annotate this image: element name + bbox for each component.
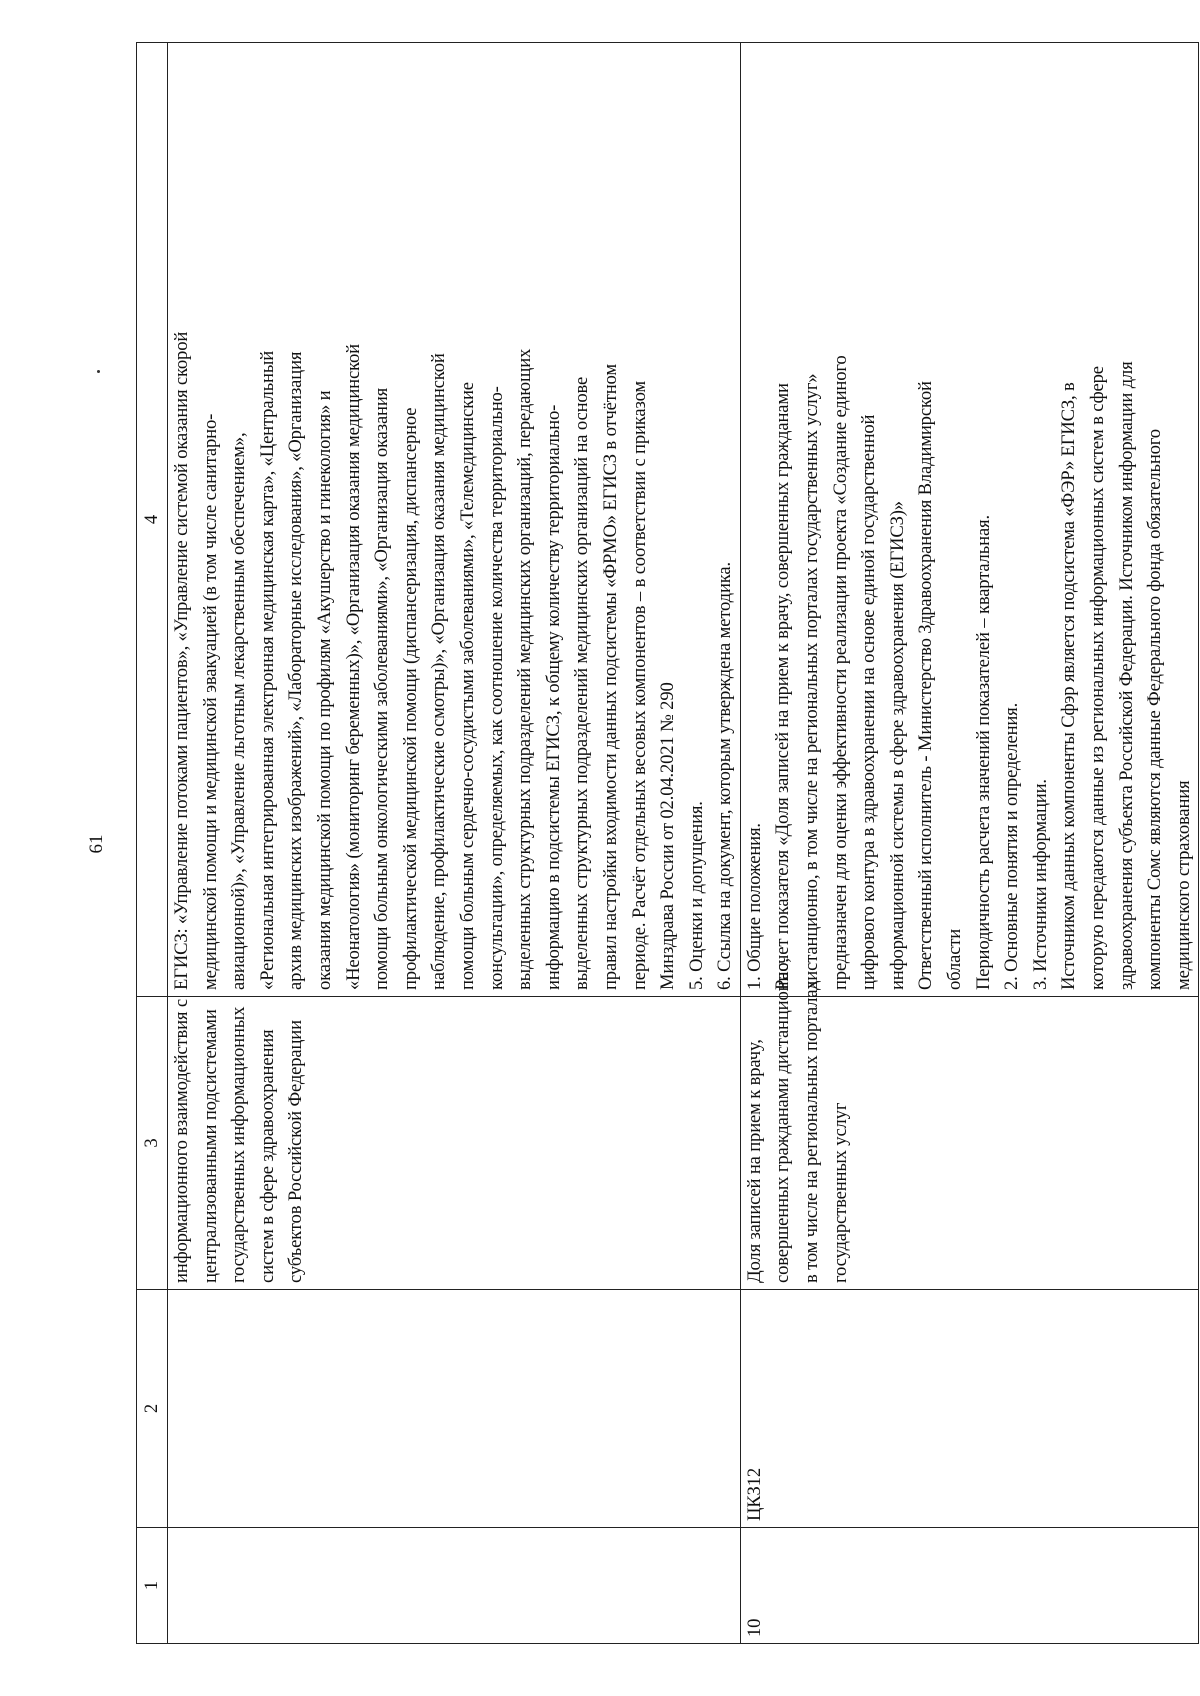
text-line: информационного взаимодействия с <box>171 999 192 1283</box>
text-line: Расчет показателя «Доля записей на прием к врачу, совершенных гражданами <box>772 383 794 990</box>
text-line: 3. Источники информации. <box>1029 779 1051 990</box>
methodology-table <box>136 42 1199 1644</box>
text-line: оказания медицинской помощи по профилям «Акушерство и гинекология» и <box>313 390 335 990</box>
text-line: централизованными подсистемами <box>199 1009 221 1283</box>
text-line: «Региональная интегрированная электронная медицинская карта», «Центральный <box>256 350 278 990</box>
text-line: выделенных структурных подразделений медицинских организаций, передающих <box>514 348 536 990</box>
text-line: помощи больным сердечно-сосудистыми заболеваниями», «Телемедицинские <box>456 382 478 990</box>
text-line: систем в сфере здравоохранения <box>256 1029 278 1283</box>
text-line: дистанционно, в том числе на региональных порталах государственных услуг» <box>801 373 823 990</box>
cell-row10-code: ЦКЗ12 <box>740 1290 1199 1528</box>
text-line: Периодичность расчета значений показателей – квартальная. <box>972 515 994 990</box>
text-line: ЕГИСЗ: «Управление потоками пациентов», «Управление системой оказания скорой <box>171 331 192 990</box>
cell-row-continued-col3 <box>168 997 741 1290</box>
text-line: области <box>944 928 966 990</box>
text-line: выделенных структурных подразделений медицинских организаций на основе <box>571 376 593 990</box>
cell-row-continued-col4 <box>168 43 741 997</box>
text-line: государственных информационных <box>228 1006 250 1283</box>
table-row-10 <box>740 43 1199 1644</box>
cell-row-continued-col1 <box>168 1528 741 1644</box>
cell-row-continued-col2 <box>168 1290 741 1528</box>
text-line: информационной системы в сфере здравоохранения (ЕГИСЗ)» <box>886 501 908 990</box>
text-line: субъектов Российской Федерации <box>285 1020 307 1283</box>
text-line: Ответственный исполнитель - Министерство Здравоохранения Владимирской <box>915 381 937 990</box>
text-line: медицинского страхования <box>1172 780 1194 990</box>
text-line: Минздрава России от 02.04.2021 № 290 <box>657 682 679 990</box>
text-line: наблюдение, профилактические осмотры)», «Организация оказания медицинской <box>428 353 450 990</box>
table-row-continued <box>168 43 741 1644</box>
text-line: консультации», определяемых, как соотношение количества территориально- <box>485 386 507 990</box>
text-line: архив медицинских изображений», «Лабораторные исследования», «Организация <box>285 351 307 990</box>
text-line: Доля записей на прием к врачу, <box>743 1039 765 1283</box>
text-line: совершенных гражданами дистанционно, <box>772 958 794 1283</box>
text-line: медицинской помощи и медицинской эвакуацией (в том числе санитарно- <box>199 413 221 990</box>
text-line: 1. Общие положения. <box>743 823 765 990</box>
table-header-row <box>137 43 168 1644</box>
rotated-table-container <box>136 47 1194 1644</box>
cell-row10-methodology <box>740 43 1199 997</box>
text-line: 2. Основные понятия и определения. <box>1001 702 1023 990</box>
header-col-2: 2 <box>137 1290 168 1528</box>
text-line: Источником данных компоненты Сфэр является подсистема «ФЭР» ЕГИСЗ, в <box>1058 382 1080 990</box>
text-line: периоде. Расчёт отдельных весовых компонентов – в соответствии с приказом <box>628 380 650 990</box>
text-line: информацию в подсистемы ЕГИСЗ, к общему количеству территориально- <box>542 404 564 990</box>
text-line: которую передаются данные из региональных информационных систем в сфере <box>1087 366 1108 990</box>
text-line: компоненты Сомс являются данные Федерального фонда обязательного <box>1144 429 1166 990</box>
text-line: правил настройки входимости данных подсистемы «ФРМО» ЕГИСЗ в отчётном <box>599 364 621 990</box>
header-col-1: 1 <box>137 1528 168 1644</box>
text-line: предназначен для оценки эффективности реализации проекта «Создание единого <box>829 355 851 990</box>
page-number: 61 <box>86 834 107 854</box>
text-line: государственных услуг <box>829 1102 851 1283</box>
text-line: помощи больным онкологическими заболеваниями», «Организация оказания <box>371 387 393 990</box>
scan-speck <box>97 370 100 373</box>
text-line: «Неонатология» (мониторинг беременных)», «Организация оказания медицинской <box>342 344 364 990</box>
text-line: 6. Ссылка на документ, которым утверждена методика. <box>714 562 736 990</box>
header-col-3: 3 <box>137 997 168 1290</box>
text-line: здравоохранения субъекта Российской Федерации. Источником информации для <box>1115 361 1137 990</box>
text-line: авиационной)», «Управление льготным лекарственным обеспечением», <box>228 432 250 990</box>
text-line: в том числе на региональных порталах <box>801 980 823 1283</box>
text-line: профилактической медицинской помощи (диспансеризация, диспансерное <box>399 407 421 990</box>
text-line: 5. Оценки и допущения. <box>685 801 707 990</box>
text-line: цифрового контура в здравоохранении на основе единой государственной <box>858 414 880 990</box>
cell-row10-number: 10 <box>740 1528 1199 1644</box>
header-col-4: 4 <box>137 43 168 997</box>
